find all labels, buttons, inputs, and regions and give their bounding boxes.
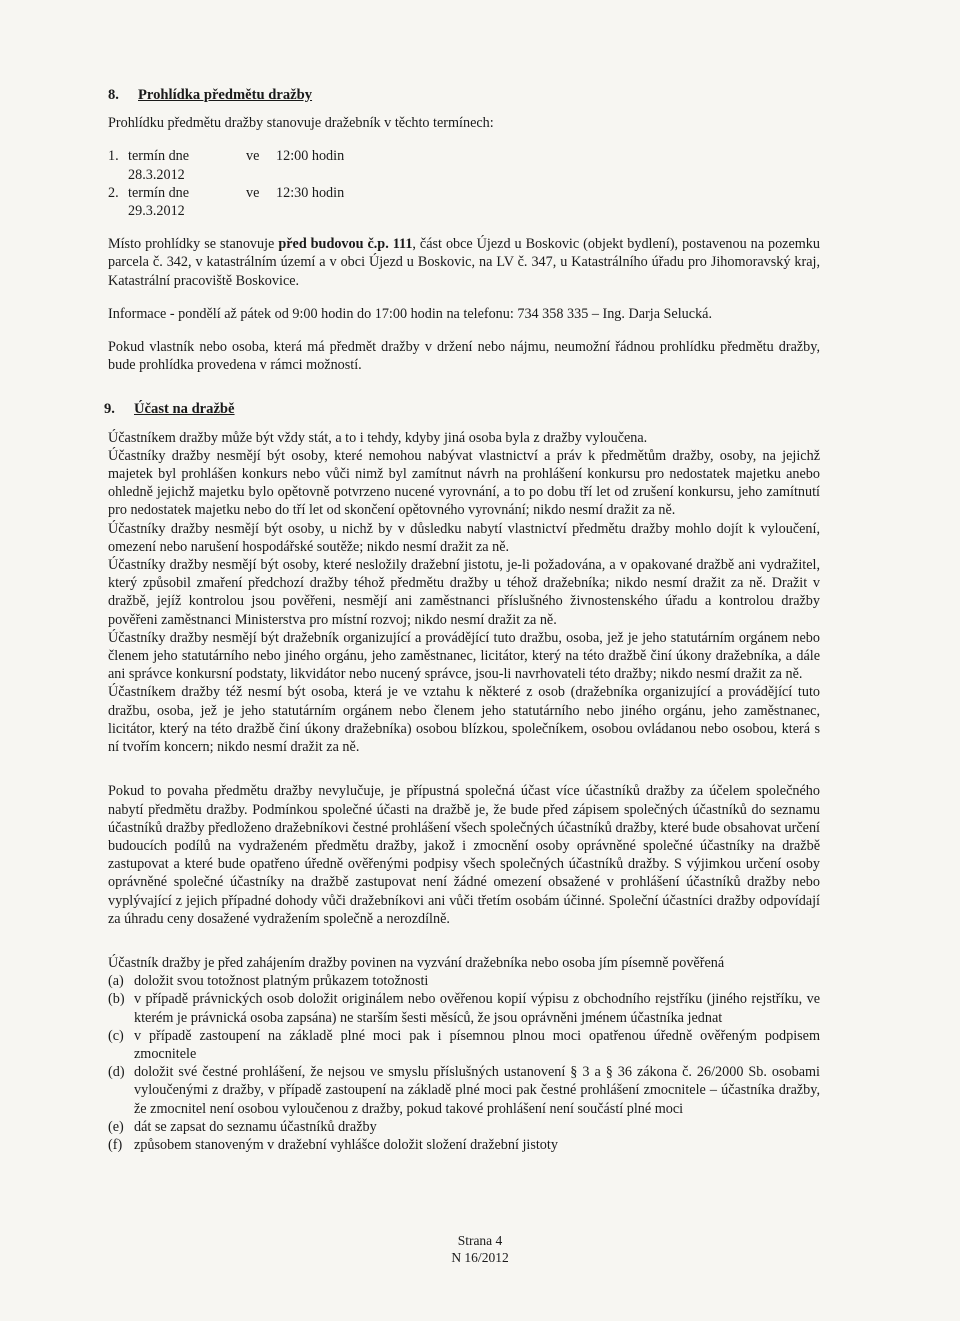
paragraph: Účastník dražby je před zahájením dražby povinen na vyzvání dražebníka nebo osoba jím písemně pověřená	[108, 954, 725, 971]
list-item: (f) způsobem stanoveným v dražební vyhlášce doložit složení dražební jistoty	[108, 1136, 558, 1153]
section-9-heading	[104, 400, 820, 418]
paragraph: Účastníky dražby nesmějí být osoby, které nesložily dražební jistotu, je-li požadována, a v opakované dražbě ani vydražitel, který způsobil zmaření předchozí dražby téhož předmětu dražby u téhož dražebníka; nikdo nesmí dražit za ně. Dražit v dražbě, jejíž kontrolou jsou pověřeni, nesmějí ani zaměstnanci příslušného živnostenského úřadu a kontrolou dražby pověřeni zaměstnanci Ministerstva pro místní rozvoj; nikdo nesmí dražit za ně.	[108, 557, 820, 628]
owner-refusal-note: Pokud vlastník nebo osoba, která má předmět dražby v držení nebo nájmu, neumožní řádnou prohlídku předmětu dražby, bude prohlídka provedena v rámci možností.	[108, 339, 820, 374]
page-number: Strana 4	[457, 1233, 503, 1248]
section-number: 9.	[104, 401, 115, 418]
inspection-terms-list	[108, 147, 820, 220]
paragraph: Účastníky dražby nesmějí být osoby, u nichž by v důsledku nabytí vlastnictví předmětu dražby mohlo dojít k vyloučení, omezení nebo narušení hospodářské soutěže; nikdo nesmí dražit za ně.	[108, 520, 820, 555]
list-item: (d) doložit své čestné prohlášení, že nejsou ve smyslu příslušných ustanovení § 3 a § 36 zákona č. 26/2000 Sb. osobami vyloučenými z dražby, v případě zastoupení na základě plné moci pak čestné prohlášení zmocnitele – účastníka dražby, že zmocnitel není osobou vyloučenou z dražby, pokud takové prohlášení není součástí plné moci	[108, 1064, 820, 1117]
obligations-list	[108, 972, 820, 1154]
inspection-place: Místo prohlídky se stanovuje před budovou č.p. 111, část obce Újezd u Boskovic (objekt bydlení), postavenou na pozemku parcela č. 342, v katastrálním území a v obci Újezd u Boskovic, na LV č. 347, u Katastrálního úřadu pro Jihomoravský kraj, Katastrální pracoviště Boskovice.	[108, 236, 820, 289]
paragraph: Účastníky dražby nesmějí být dražebník organizující a provádějící tuto dražbu, osoba, jež je jeho statutárním orgánem nebo členem jeho statutárního nebo jiného orgánu, jeho zaměstnanec, licitátor, který na této dražbě činí úkony dražebníka, a dále ani správce konkursní podstaty, likvidátor nebo nucený správce, jsou-li navrhovateli této dražby; nikdo nesmí dražit za ně.	[108, 629, 820, 683]
section-number: 8.	[108, 87, 119, 103]
list-item: (c) v případě zastoupení na základě plné moci pak i písemnou plnou moci opatřenou úředně ověřeným podpisem zmocnitele	[108, 1027, 820, 1062]
paragraph: Účastníky dražby nesmějí být osoby, které nemohou nabývat vlastnictví a práv k předmětům dražby, osoby, na jejichž majetek byl prohlášen konkurs nebo vůči nimž byl zamítnut návrh na prohlášení konkursu pro nedostatek majetku anebo ohledně jejichž majetku bylo opětovně potvrzeno nucené vyrovnání, a to po dobu tří let od zrušení konkursu, jeho zamítnutí pro nedostatek majetku nebo do tří let od skončení opětovného vyrovnání; nikdo nesmí dražit za ně.	[108, 447, 820, 519]
page-footer	[0, 1232, 960, 1266]
inspection-intro: Prohlídku předmětu dražby stanovuje dražebník v těchto termínech:	[108, 115, 494, 132]
paragraph: Účastníkem dražby může být vždy stát, a to i tehdy, kdyby jiná osoba byla z dražby vyloučena.	[108, 429, 648, 446]
paragraph: Účastníkem dražby též nesmí být osoba, která je ve vztahu k některé z osob (dražebníka organizující a provádějící tuto dražbu, osoba, jež je jeho statutárním orgánem nebo členem jeho statutárního nebo jiného orgánu, jeho zaměstnanec, licitátor, který na této dražbě činí úkony dražebníka) osobou blízkou, společníkem, osobou ovládanou nebo osobou, která s ní tvořím koncern; nikdo nesmí dražit za ně.	[108, 684, 820, 756]
section-title: Účast na dražbě	[134, 401, 235, 418]
list-item: (e) dát se zapsat do seznamu účastníků dražby	[108, 1118, 377, 1135]
section-8-heading	[108, 86, 820, 104]
document-reference: N 16/2012	[451, 1250, 509, 1265]
list-item: (a) doložit svou totožnost platným průkazem totožnosti	[108, 973, 429, 990]
paragraph: Pokud to povaha předmětu dražby nevylučuje, je přípustná společná účast více účastníků dražby za účelem společného nabytí předmětu dražby. Podmínkou společné účasti na dražbě je, že bude před zápisem společných účastníků do seznamu účastníků dražby předloženo dražebníkovi čestné prohlášení všech společných účastníků dražby, které bude obsahovat určení budoucích podílů na vydraženém předmětu dražby, jakož i zmocnění osoby oprávněné společné účastníky na dražbě zastupovat a které bude opatřeno úředně ověřenými podpisy všech společných účastníků dražby. S výjimkou určení osoby oprávněné společné účastníky na dražbě zastupovat není žádné omezení obsažené v prohlášení účastníků dražby nebo vyplývající z jejich případné dohody vůči dražebníkovi ani vůči třetím osobám účinné. Společní účastníci dražby odpovídají za úhradu ceny dosažené vydražením společně a nerozdílně.	[108, 783, 820, 927]
inspection-term: 2. termín dne 29.3.2012 ve 12:30 hodin	[108, 184, 345, 220]
inspection-contact-info: Informace - pondělí až pátek od 9:00 hodin do 17:00 hodin na telefonu: 734 358 335 – Ing. Darja Selucká.	[108, 305, 713, 322]
section-title: Prohlídka předmětu dražby	[138, 87, 313, 103]
list-item: (b) v případě právnických osob doložit originálem nebo ověřenou kopií výpisu z obchodního rejstříku (jiného rejstříku, ve kterém je právnická osoba zapsána) ne starším šesti měsíců, že jsou oprávněni jménem účastníka jednat	[108, 991, 820, 1026]
inspection-term: 1. termín dne 28.3.2012 ve 12:00 hodin	[108, 148, 345, 183]
